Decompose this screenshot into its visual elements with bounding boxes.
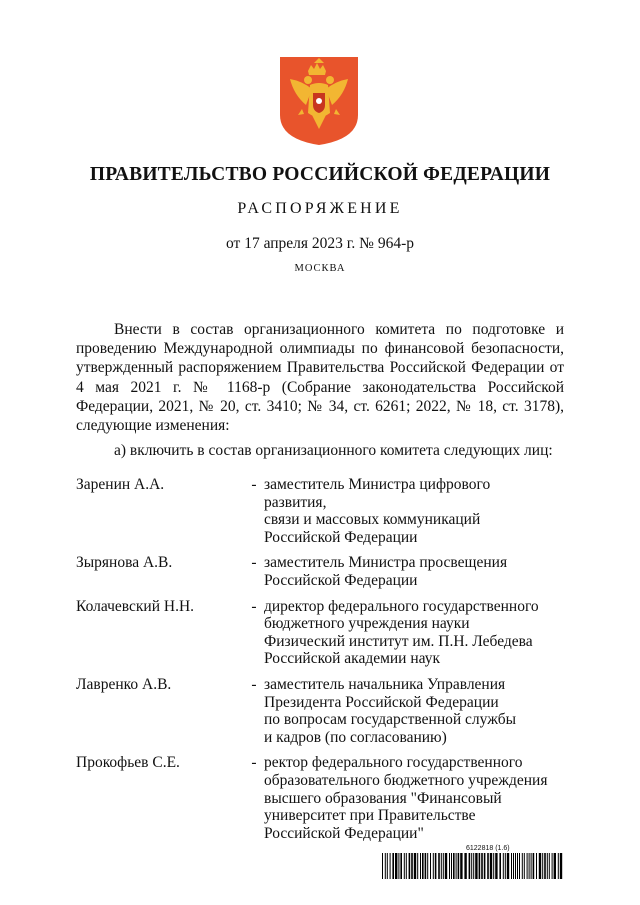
member-dash: - xyxy=(251,597,257,615)
member-role-line: Физический институт им. П.Н. Лебедева xyxy=(264,632,533,650)
member-role-line: Российской Федерации" xyxy=(264,824,424,842)
member-dash: - xyxy=(251,554,257,572)
member-role-line: высшего образования "Финансовый xyxy=(264,789,502,807)
coat-of-arms-emblem-icon xyxy=(278,55,360,147)
member-row xyxy=(76,598,566,668)
document-city: МОСКВА xyxy=(294,263,346,274)
document-date-number: от 17 апреля 2023 г. № 964-р xyxy=(226,235,414,252)
member-role-line: директор федерального государственного xyxy=(264,597,539,615)
member-role xyxy=(264,554,554,589)
member-role-line: университет при Правительстве xyxy=(264,807,476,825)
member-name: Колачевский Н.Н. xyxy=(76,597,195,615)
member-dash: - xyxy=(251,476,257,493)
member-role-line: связи и массовых коммуникаций xyxy=(264,511,481,529)
barcode-icon xyxy=(382,853,564,879)
member-name: Заренин А.А. xyxy=(76,476,165,493)
member-role-line: образовательного бюджетного учреждения xyxy=(264,771,548,789)
member-role-line: Российской Федерации xyxy=(264,528,418,546)
member-role-line: по вопросам государственной службы xyxy=(264,711,517,729)
member-role xyxy=(264,598,554,668)
government-title: ПРАВИТЕЛЬСТВО РОССИЙСКОЙ ФЕДЕРАЦИИ xyxy=(89,164,551,185)
member-role xyxy=(264,676,554,746)
member-row xyxy=(76,476,566,546)
members-list xyxy=(76,476,566,850)
member-role xyxy=(264,476,554,546)
member-name: Прокофьев С.Е. xyxy=(76,754,180,772)
member-role-line: заместитель начальника Управления xyxy=(264,675,506,693)
member-role-line: Российской академии наук xyxy=(264,650,441,668)
member-row xyxy=(76,676,566,746)
main-paragraph: Внести в состав организационного комитета по подготовке и проведению Международной олимпиады по финансовой безопасности, утвержденный распоряжением Правительства Российской Федерации от 4 мая 2021 г. № 1168-р (Собрание законодательства Российской Федерации, 2021, № 20, ст. 3410; № 34, ст. 6261; 2022, № 18, ст. 3178), следующие изменения: xyxy=(76,321,564,435)
member-role-line: бюджетного учреждения науки xyxy=(264,615,470,633)
member-role-line: и кадров (по согласованию) xyxy=(264,728,447,746)
member-name: Зырянова А.В. xyxy=(76,554,173,572)
barcode-number: 6122818 (1.6) xyxy=(466,845,510,852)
member-role-line: Президента Российской Федерации xyxy=(264,693,499,711)
member-role-line: заместитель Министра цифрового развития, xyxy=(264,476,491,511)
member-role-line: ректор федерального государственного xyxy=(264,754,523,772)
member-dash: - xyxy=(251,754,257,772)
member-dash: - xyxy=(251,675,257,693)
member-role-line: Российской Федерации xyxy=(264,571,418,589)
document-type: РАСПОРЯЖЕНИЕ xyxy=(237,200,403,217)
member-role xyxy=(264,754,554,842)
member-row xyxy=(76,754,566,842)
subitem-a: а) включить в состав организационного комитета следующих лиц: xyxy=(114,442,553,459)
member-role-line: заместитель Министра просвещения xyxy=(264,554,508,572)
member-row xyxy=(76,554,566,589)
member-name: Лавренко А.В. xyxy=(76,675,172,693)
